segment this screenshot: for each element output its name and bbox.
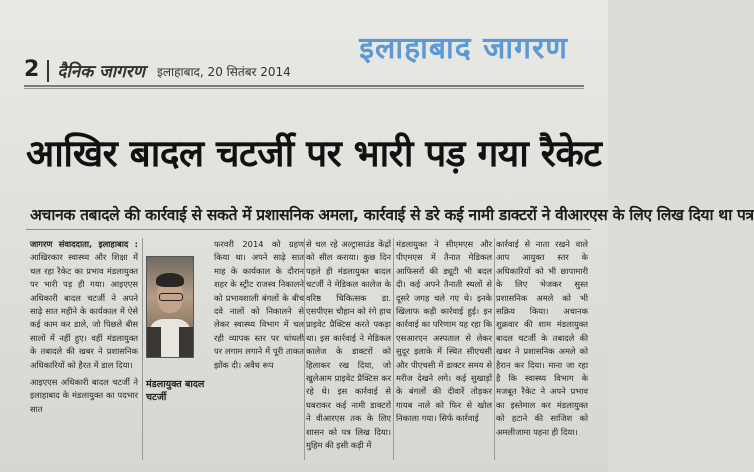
column-divider xyxy=(393,238,394,460)
col1-paragraph-1: आखिरकार स्वास्थ्य और शिक्षा में चल रहा रैकेट का प्रभाव मंडलायुक्त पर भारी पड़ ही गया। आइएएस अधिकारी बादल चटर्जी ने अपने साढ़े सात महीने के कार्यकाल में ऐसे कई काम कर डाले, जो पिछले बीस सालों में नहीं हुए। वहीं मंडलायुक्त के तबादले की खबर ने प्रशासनिक अधिकारियों को हैरत में डाल दिया। xyxy=(30,252,138,370)
page-header xyxy=(0,0,608,88)
edition-brand: इलाहाबाद जागरण xyxy=(359,31,568,66)
article-column-3: से चल रहे अल्ट्रासाउंड केंद्रों को सील कराया। कुछ दिन पहले ही मंडलायुक्त बादल चटर्जी ने मेडिकल कालेज के वरिष्ठ चिकित्सक डा. एसपीएस चौहान को रंगे हाथ प्राइवेट प्रैक्टिस करते पकड़ा था। इस कार्रवाई ने मेडिकल कालेज के डाक्टरों को हिलाकर रख दिया, जो खुलेआम प्राइवेट प्रैक्टिस कर रहे थे। इस कार्रवाई से घबराकर कई नामी डाक्टरों ने वीआरएस तक के लिए शासन को पत्र लिख दिया। मुहिम की इसी कड़ी में xyxy=(306,239,391,451)
dateline: जागरण संवाददाता, इलाहाबाद : xyxy=(30,239,138,249)
page-number: 2 xyxy=(24,57,40,82)
photo-caption: मंडलायुक्त बादल चटर्जी xyxy=(146,379,205,403)
column-divider xyxy=(494,238,495,460)
article-subheadline: अचानक तबादले की कार्रवाई से सकते में प्रशासनिक अमला, कार्रवाई से डरे कई नामी डाक्टरों ने वीआरएस के लिए लिख दिया था पत्र xyxy=(30,206,754,224)
photo-hair xyxy=(156,273,184,287)
col1-paragraph-2: आइएएस अधिकारी बादल चटर्जी ने इलाहाबाद के मंडलायुक्त का पदभार सात xyxy=(30,377,138,414)
page-info-row xyxy=(24,56,291,82)
date-line: इलाहाबाद, 20 सितंबर 2014 xyxy=(156,65,291,79)
portrait-photo xyxy=(146,256,194,358)
article-column-5: कार्रवाई से नाता रखने वाले आप आयुक्त स्तर के अधिकारियों को भी छापामारी के लिए भेजकर सुस्त प्रशासनिक अमले को भी सक्रिय किया। अचानक शुक्रवार की शाम मंडलायुक्त बादल चटर्जी के तबादले की खबर ने प्रशासनिक अमले को हैरान कर दिया। माना जा रहा है कि स्वास्थ्य विभाग के मजबूत रैकेट ने अपने प्रभाव का इस्तेमाल कर मंडलायुक्त को हटाने की साजिश को अमलीजामा पहना ही दिया। xyxy=(496,239,588,437)
article-column-2: फरवरी 2014 को ग्रहण किया था। अपने साढ़े सात माह के कार्यकाल के दौरान शहर के स्ट्रीट राजस्व निकालने को प्रभावशाली बंगलों के बीच दवे नालों को निकालने से लेकर स्वास्थ्य विभाग में चल रही व्यापक स्तर पर धांधली पर लगाम लगाने में पूरी ताकत झोंक दी। अवैध रूप xyxy=(214,239,304,370)
article-column-1 xyxy=(30,238,138,466)
column-divider xyxy=(142,238,143,460)
page-divider xyxy=(47,60,49,82)
paper-name: दैनिक जागरण xyxy=(57,62,145,82)
header-rule-thin xyxy=(24,88,584,89)
column-divider xyxy=(304,238,305,460)
subheadline-rule xyxy=(26,229,591,230)
photo-glasses xyxy=(159,293,183,301)
header-rule xyxy=(24,85,584,87)
photo-suit xyxy=(147,327,193,357)
article-column-4: मंडलायुक्त ने सीएमएस और पीएमएस में तैनात मेडिकल आफिसरों की ड्यूटी भी बदल दी। कई अपने तैनाती स्थलों से दूसरे जगह चले गए थे। इनके खिलाफ कड़ी कार्रवाई हुई। इन कार्रवाई का परिणाम यह रहा कि एसआरएन अस्पताल से लेकर सुदूर इलाके में स्थित सीएचसी और पीएचसी में डाक्टर समय से मरीज देखने लगे। कई सुखाड़ों के बंगलों की दीवारें तोड़कर गायब नाले को फिर से खोल निकाला गया। सिर्फ कार्रवाई xyxy=(396,239,492,424)
article-headline: आखिर बादल चटर्जी पर भारी पड़ गया रैकेट xyxy=(26,132,602,175)
